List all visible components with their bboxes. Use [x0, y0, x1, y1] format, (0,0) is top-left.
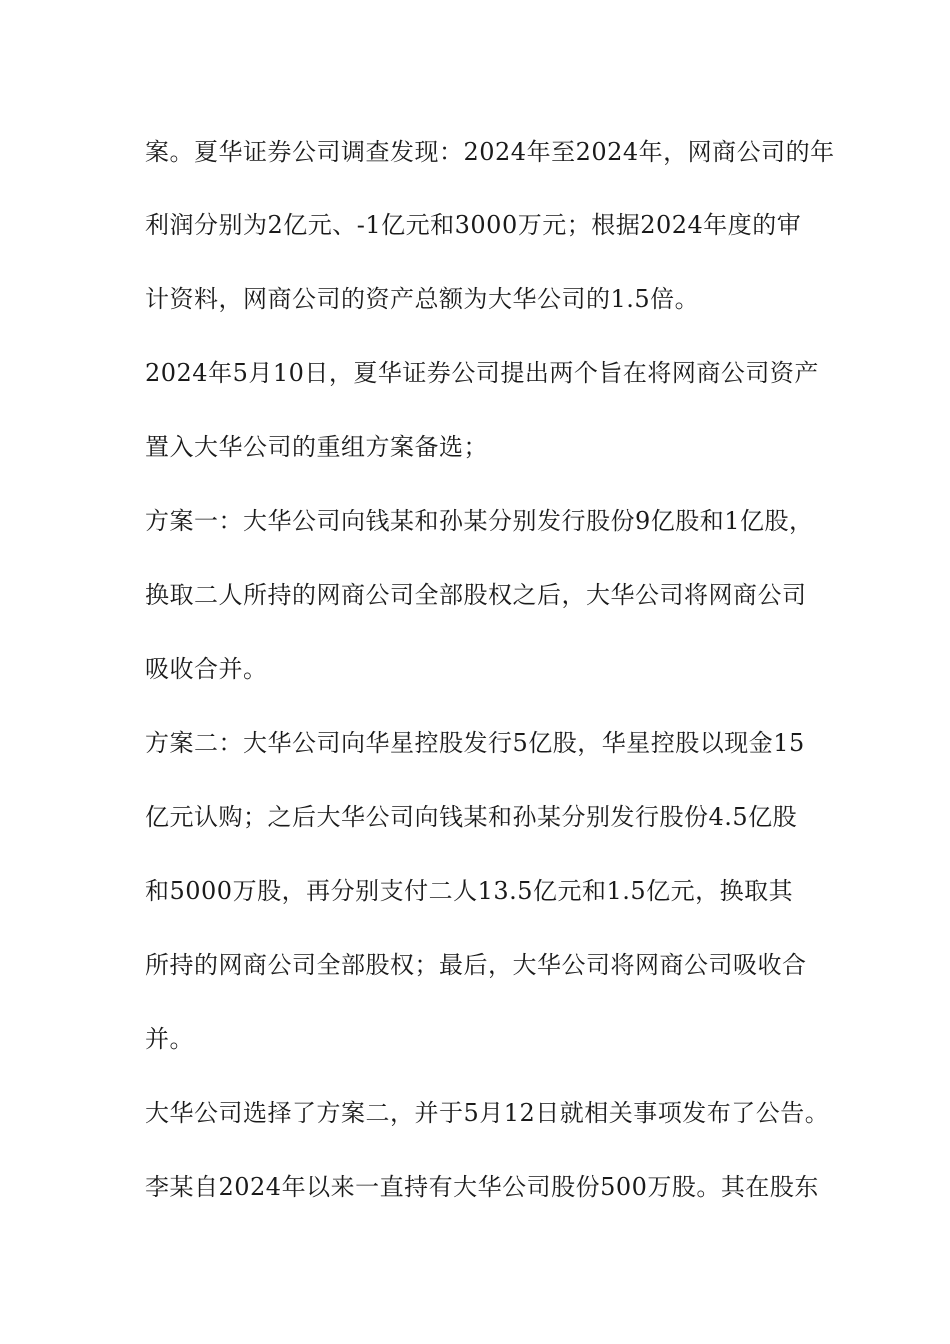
text-line: 方案一：大华公司向钱某和孙某分别发行股份9亿股和1亿股，	[145, 507, 814, 535]
text-line: 亿元认购；之后大华公司向钱某和孙某分别发行股份4.5亿股	[145, 803, 798, 831]
text-line: 换取二人所持的网商公司全部股权之后，大华公司将网商公司	[145, 581, 807, 609]
text-line: 吸收合并。	[145, 655, 268, 683]
text-line: 李某自2024年以来一直持有大华公司股份500万股。其在股东	[145, 1173, 819, 1201]
text-line: 案。夏华证券公司调查发现：2024年至2024年，网商公司的年	[145, 138, 835, 166]
text-line: 并。	[145, 1025, 194, 1053]
text-line: 大华公司选择了方案二，并于5月12日就相关事项发布了公告。	[145, 1099, 830, 1127]
text-line: 置入大华公司的重组方案备选；	[145, 433, 488, 461]
text-line: 2024年5月10日，夏华证券公司提出两个旨在将网商公司资产	[145, 359, 819, 387]
text-line: 方案二：大华公司向华星控股发行5亿股，华星控股以现金15	[145, 729, 805, 757]
text-line: 所持的网商公司全部股权；最后，大华公司将网商公司吸收合	[145, 951, 807, 979]
text-line: 利润分别为2亿元、-1亿元和3000万元；根据2024年度的审	[145, 211, 802, 239]
text-line: 和5000万股，再分别支付二人13.5亿元和1.5亿元，换取其	[145, 877, 794, 905]
text-line: 计资料，网商公司的资产总额为大华公司的1.5倍。	[145, 285, 700, 313]
